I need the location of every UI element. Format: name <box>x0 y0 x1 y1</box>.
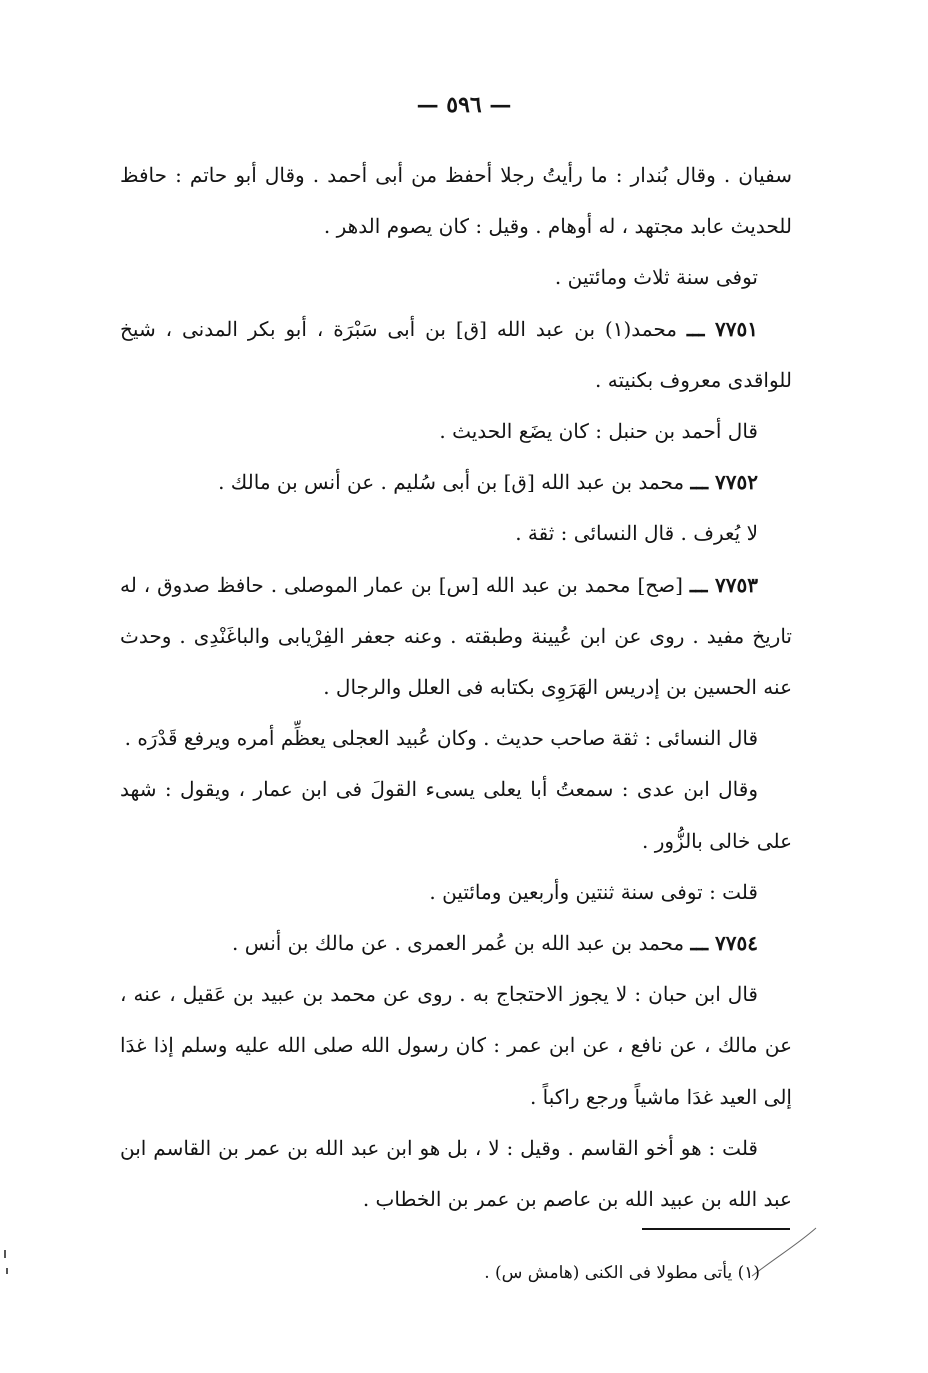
entry-paragraph <box>120 304 792 406</box>
paragraph-text: وقال ابن عدى : سمعتُ أبا يعلى يسىء القولَ فى ابن عمار ، ويقول : شهد على خالى بالزُّور . <box>120 777 792 853</box>
paragraph-text: قلت : هو أخو القاسم . وقيل : لا ، بل هو ابن عبد الله بن عمر بن القاسم ابن عبد الله بن عبيد الله بن عاصم بن عمر بن الخطاب . <box>120 1135 792 1212</box>
entry-number: ٧٧٥٤ ـــ <box>690 931 758 956</box>
scan-edge-mark <box>4 1250 6 1258</box>
paragraph-text: محمد بن عبد الله بن عُمر العمرى . عن مالك بن أنس . <box>231 931 685 956</box>
paragraph <box>120 508 792 559</box>
paragraph-text: لا يُعرف . قال النسائى : ثقة . <box>515 521 758 546</box>
paragraph <box>120 406 792 457</box>
entry-paragraph <box>120 918 792 969</box>
paragraph-text: [صح] محمد بن عبد الله [س] بن عمار الموصلى . حافظ صدوق ، له تاريخ مفيد . روى عن ابن عُيينة وطبقته . وعنه جعفر الفِرْيابى والباغَنْدِى . وحدث عنه الحسين بن إدريس الهَرَوِى بكتابه فى العلل والرجال . <box>120 572 792 700</box>
entry-paragraph <box>120 457 792 508</box>
entry-number: ٧٧٥٣ ـــ <box>689 572 758 597</box>
paragraph-text: قلت : توفى سنة ثنتين وأربعين ومائتين . <box>429 879 758 904</box>
paragraph <box>120 969 792 1123</box>
paragraph-text: محمد(١) بن عبد الله [ق] بن أبى سَبْرَة ، أبو بكر المدنى ، شيخ للواقدى معروف بكنيته . <box>120 316 792 392</box>
paragraph-text: قال أحمد بن حنبل : كان يضَع الحديث . <box>439 419 758 444</box>
paragraph <box>120 867 792 918</box>
paragraph <box>120 150 792 252</box>
paragraph-text: محمد بن عبد الله [ق] بن أبى سُليم . عن أنس بن مالك . <box>218 470 685 495</box>
entry-number: ٧٧٥١ ـــ <box>686 316 758 341</box>
entry-number: ٧٧٥٢ ـــ <box>690 470 758 495</box>
page-number: — ٥٩٦ — <box>416 92 512 118</box>
paragraph <box>120 713 792 764</box>
paragraph <box>120 252 792 303</box>
paragraph-text: توفى سنة ثلاث ومائتين . <box>554 265 758 290</box>
paragraph <box>120 1123 792 1225</box>
paragraph-text: سفيان . وقال بُندار : ما رأيتُ رجلا أحفظ من أبى أحمد . وقال أبو حاتم : حافظ للحديث عابد مجتهد ، له أوهام . وقيل : كان يصوم الدهر . <box>120 163 792 239</box>
paragraph-text: قال النسائى : ثقة صاحب حديث . وكان عُبيد العجلى يعظِّم أمره ويرفع قَدْرَه . <box>124 726 758 751</box>
entry-paragraph <box>120 560 792 714</box>
paragraph <box>120 764 792 866</box>
footnote: (١) يأتى مطولا فى الكنى (هامش س) . <box>484 1263 760 1283</box>
scan-edge-mark <box>6 1268 8 1274</box>
paragraph-text: قال ابن حبان : لا يجوز الاحتجاج به . روى عن محمد بن عبيد بن عَقيل ، عنه ، عن مالك ، عن نافع ، عن ابن عمر : كان رسول الله صلى الله عليه وسلم إذا غدَا إلى العيد غدَا ماشياً ورجع راكباً . <box>120 982 792 1109</box>
main-text <box>120 150 792 1225</box>
